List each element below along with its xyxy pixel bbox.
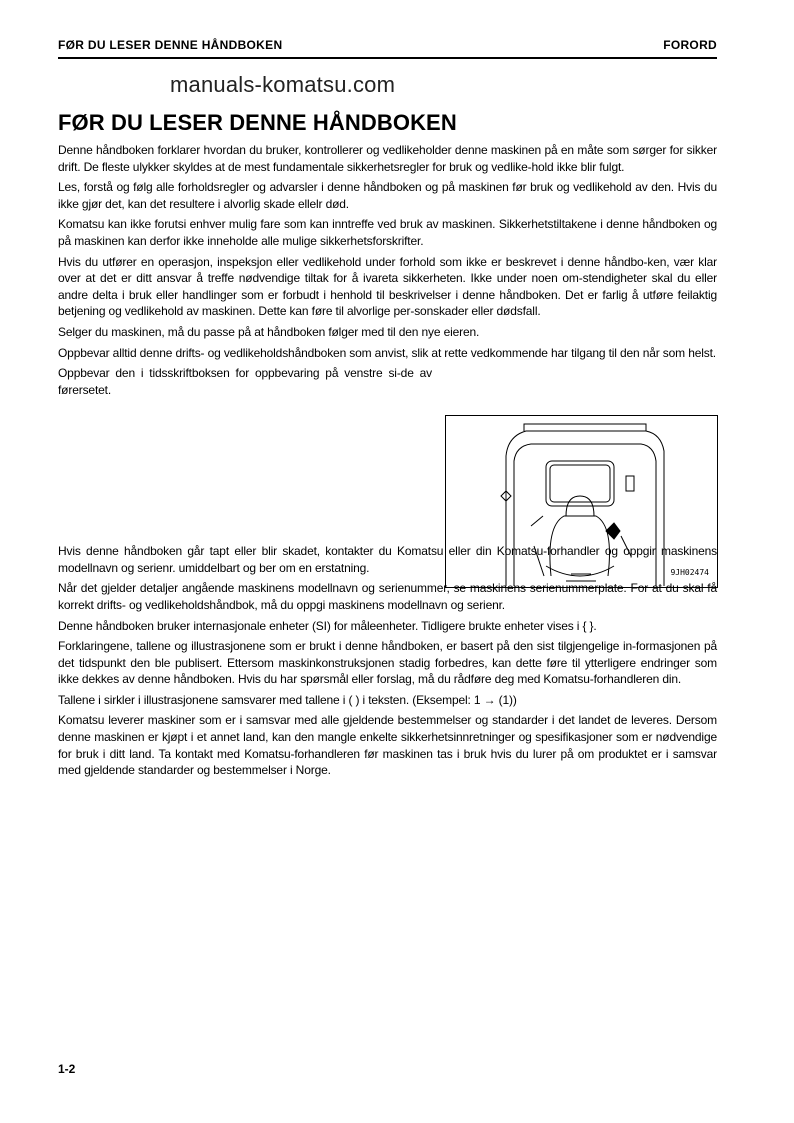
paragraph: Oppbevar den i tidsskriftboksen for oppbevaring på venstre si-de av førersetet. xyxy=(58,366,432,397)
figure-id: 9JH02474 xyxy=(670,568,709,577)
paragraph: Selger du maskinen, må du passe på at håndboken følger med til den nye eieren. xyxy=(58,324,480,339)
running-header xyxy=(58,38,717,58)
paragraph: Hvis denne håndboken går tapt eller blir skadet, kontakter du Komatsu eller din Komatsu-forhandler og oppgir maskinens modellnavn og serienr. umiddelbart og ber om en erstatning. xyxy=(58,544,717,575)
paragraph: Oppbevar alltid denne drifts- og vedlikeholdshåndboken som anvist, slik at rette vedkommende har tilgang til den når som helst. xyxy=(58,345,716,360)
paragraph: Komatsu leverer maskiner som er i samsvar med alle gjeldende bestemmelser og standarder i det landet de leveres. Dersom denne maskinen er kjøpt i et annet land, kan den mangle enkelte sikkerhetsinnretninger og spesifikasjoner som er nødvendige for bruk i ditt land. Ta kontakt med Komatsu-forhandleren før maskinen tas i bruk hvis du lurer på om produktet er i samsvar med gjeldende standarder og bestemmelser i Norge. xyxy=(58,713,717,778)
paragraph: Forklaringene, tallene og illustrasjonene som er brukt i denne håndboken, er basert på den sist tilgjengelige in-formasjonen på det tidspunkt den ble publisert. Ettersom maskinkonstruksjonen stadig forbedres, kan dette føre til ytterligere endringer som ikke dekkes av denne håndboken. Hvis du har spørsmål eller forslag, må du rådføre deg med Komatsu-forhandleren din. xyxy=(58,639,717,687)
watermark: manuals-komatsu.com xyxy=(170,72,396,97)
paragraph: Denne håndboken forklarer hvordan du bruker, kontrollerer og vedlikeholder denne maskinen på en måte som sørger for sikker drift. De fleste ulykker skyldes at de mest fundamentale sikkerhetsregler for bruk og vedlike-hold ikke blir fulgt. xyxy=(58,143,717,174)
header-section-title: FØR DU LESER DENNE HÅNDBOKEN xyxy=(58,38,283,52)
page-title: FØR DU LESER DENNE HÅNDBOKEN xyxy=(58,110,457,135)
cab-seat-illustration xyxy=(445,415,718,588)
page-number: 1-2 xyxy=(58,1062,76,1076)
paragraph: Tallene i sirkler i illustrasjonene samsvarer med tallene i ( ) i teksten. (Eksempel: 1 → (1)) xyxy=(58,692,517,707)
operator-cab-drawing xyxy=(446,416,717,587)
header-rule xyxy=(58,57,717,59)
paragraph: Les, forstå og følg alle forholdsregler og advarsler i denne håndboken og på maskinen før bruk og vedlikehold av den. Hvis du ikke gjør det, kan det resultere i alvorlig skade ellelr død. xyxy=(58,180,717,211)
paragraph: Komatsu kan ikke forutsi enhver mulig fare som kan inntreffe ved bruk av maskinen. Sikkerhetstiltakene i denne håndboken og på maskinen kan derfor ikke inneholde alle mulige sikkerhetsforskrifter. xyxy=(58,217,717,248)
paragraph: Når det gjelder detaljer angående maskinens modellnavn og serienummer, se maskinens serienummerplate. For at du skal få korrekt drifts- og vedlikeholdshåndbok, må du oppgi maskinens modellnavn og serienr. xyxy=(58,581,717,612)
header-chapter: FORORD xyxy=(663,38,717,52)
paragraph: Denne håndboken bruker internasjonale enheter (SI) for måleenheter. Tidligere brukte enheter vises i { }. xyxy=(58,618,597,633)
paragraph: Hvis du utfører en operasjon, inspeksjon eller vedlikehold under forhold som ikke er beskrevet i denne håndbo-ken, vær klar over at det er ditt ansvar å treffe nødvendige tiltak for å ivareta sikkerheten. Ikke under noen om-stendigheter skal du eller andre delta i bruk eller handlinger som er forbudt i henhold til beskrivelser i denne håndboken. Det er farlig å utføre feilaktig betjening og vedlikehold av maskinen. Dette kan føre til alvorlige per-sonskader eller dødsfall. xyxy=(58,254,717,319)
